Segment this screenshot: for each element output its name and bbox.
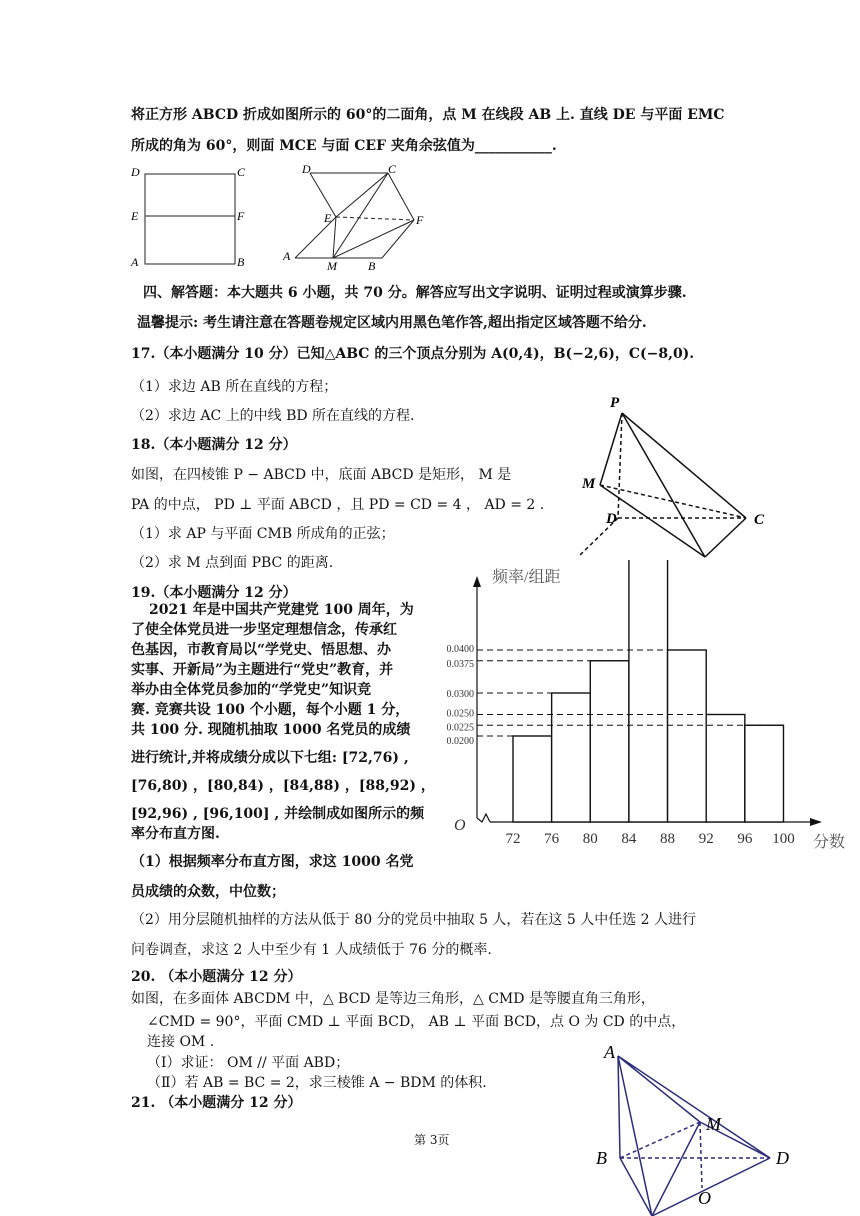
x-tick-label: 84 (621, 831, 637, 847)
label-b: B (368, 259, 376, 272)
label-c: C (388, 162, 397, 176)
x-tick-label: 96 (737, 831, 753, 847)
q19-line: 赛. 竞赛共设 100 个小题，每个小题 1 分， (131, 702, 410, 718)
histogram-bar (629, 560, 668, 822)
q19-line: 进行统计,并将成绩分成以下七组: [72,76) , (131, 750, 409, 766)
x-tick-label: 80 (582, 831, 598, 847)
q17-part2: （2）求边 AC 上的中线 BD 所在直线的方程. (131, 408, 415, 424)
q18-line2: PA 的中点， PD ⊥ 平面 ABCD ，且 PD = CD = 4 ， AD = 2 . (131, 497, 545, 513)
page-number: 第 3页 (414, 1133, 450, 1147)
histogram-bar (552, 693, 591, 822)
q19-line: 举办由全体党员参加的“学党史”知识竞 (131, 682, 372, 698)
section-four-tip: 温馨提示: 考生请注意在答题卷规定区域内用黑色笔作答,超出指定区域答题不给分. (137, 315, 647, 331)
x-axis-arrow (810, 818, 822, 826)
frequency-histogram (430, 560, 855, 860)
q18-head: 18.（本小题满分 12 分） (131, 437, 297, 453)
label-a: A (131, 255, 139, 269)
histogram-bar (706, 715, 745, 823)
q18-pyramid-figure (570, 385, 780, 560)
x-axis-label: 分数 (813, 834, 846, 851)
q20-head: 20. （本小题满分 12 分） (131, 969, 302, 985)
section-four-title: 四、解答题：本大题共 6 小题，共 70 分。解答应写出文字说明、证明过程或演算步骤. (143, 285, 687, 301)
histogram-bar (513, 736, 552, 822)
label-e: E (324, 211, 332, 225)
label-d: D (131, 165, 140, 179)
y-axis-arrow (473, 576, 481, 587)
y-tick-label: 0.0375 (446, 658, 474, 670)
q19-line: [76,80) ，[80,84) ，[84,88) ，[88,92) ， (131, 778, 435, 794)
label-d: D (606, 511, 617, 527)
y-tick-label: 0.0250 (446, 708, 474, 720)
q21-head: 21. （本小题满分 12 分） (131, 1095, 302, 1111)
q19-line: 共 100 分. 现随机抽取 1000 名党员的成绩 (131, 722, 411, 738)
x-tick-label: 76 (544, 831, 560, 847)
x-tick-label: 72 (505, 831, 521, 847)
q19-line: [92,96) , [96,100] , 并绘制成如图所示的频 (131, 806, 425, 822)
label-m: M (327, 259, 337, 272)
label-b: B (596, 1148, 607, 1168)
q20-line1: 如图，在多面体 ABCDM 中，△ BCD 是等边三角形，△ CMD 是等腰直角三角形， (131, 991, 655, 1007)
q19-line: 色基因，市教育局以“学党史、悟思想、办 (131, 642, 392, 658)
q20-line2: ∠CMD = 90°，平面 CMD ⊥ 平面 BCD， AB ⊥ 平面 BCD，点 O 为 CD 的中点， (147, 1014, 686, 1030)
q18-part2: （2）求 M 点到面 PBC 的距离. (131, 555, 334, 571)
q17-head: 17.（本小题满分 10 分）已知△ABC 的三个顶点分别为 A(0,4)，B(−2,6)，C(−8,0). (131, 346, 695, 362)
axis-break-icon (477, 814, 490, 822)
q19-text (131, 600, 435, 844)
q20-part2: （Ⅱ）若 AB = BC = 2，求三棱锥 A − BDM 的体积. (147, 1075, 487, 1091)
y-tick-label: 0.0300 (446, 689, 474, 700)
q19-part1b: 员成绩的众数，中位数； (131, 884, 285, 900)
q19-part1a: （1）根据频率分布直方图，求这 1000 名党 (131, 854, 414, 870)
q19-line: 实事、开新局”为主题进行“党史”教育，并 (131, 662, 394, 678)
label-e: E (131, 209, 139, 223)
y-tick-label: 0.0225 (446, 722, 474, 734)
q19-line: 2021 年是中国共产党建党 100 周年，为 (149, 602, 414, 618)
histogram-bar (668, 650, 707, 822)
histogram-bar (745, 725, 784, 822)
q19-part2a: （2）用分层随机抽样的方法从低于 80 分的党员中抽取 5 人，若在这 5 人中任选 2 人进行 (131, 912, 697, 928)
q18-line1: 如图，在四棱锥 P − ABCD 中，底面 ABCD 是矩形， M 是 (131, 467, 512, 483)
label-o: O (698, 1188, 711, 1208)
label-c: C (754, 512, 765, 528)
q20-polyhedron-figure (590, 1040, 805, 1216)
q19-line: 了使全体党员进一步坚定理想信念，传承红 (131, 622, 397, 638)
q18-part1: （1）求 AP 与平面 CMB 所成角的正弦； (131, 526, 395, 542)
label-f: F (237, 209, 245, 223)
q19-line: 率分布直方图. (131, 826, 220, 842)
q20-line3: 连接 OM . (147, 1034, 215, 1050)
label-m: M (582, 476, 596, 492)
label-m: M (706, 1114, 721, 1134)
q17-part1: （1）求边 AB 所在直线的方程； (131, 379, 338, 395)
label-p: P (610, 395, 620, 411)
q20-part1: （Ⅰ）求证： OM // 平面 ABD； (147, 1055, 350, 1071)
histogram-bar (590, 661, 629, 822)
x-tick-label: 92 (698, 831, 714, 847)
origin-label: O (454, 817, 466, 834)
q16-folded-figure (278, 160, 438, 272)
x-tick-label: 88 (660, 831, 676, 847)
q19-part2b: 问卷调查，求这 2 人中至少有 1 人成绩低于 76 分的概率. (131, 942, 492, 958)
q16-line2: 所成的角为 60°，则面 MCE 与面 CEF 夹角余弦值为___________. (131, 138, 557, 154)
label-c: C (237, 165, 246, 179)
label-d: D (776, 1148, 789, 1168)
q16-line1: 将正方形 ABCD 折成如图所示的 60°的二面角，点 M 在线段 AB 上. 直线 DE 与平面 EMC (131, 107, 725, 123)
y-axis-label: 频率/组距 (492, 569, 561, 586)
q16-square-figure (125, 160, 255, 270)
x-tick-label: 100 (772, 831, 795, 847)
y-tick-label: 0.0400 (446, 644, 474, 655)
label-d: D (302, 162, 311, 176)
label-b: B (237, 255, 245, 269)
label-f: F (416, 213, 424, 227)
label-a: A (283, 249, 291, 263)
q19-head: 19.（本小题满分 12 分） (131, 585, 297, 601)
y-tick-label: 0.0200 (446, 736, 474, 747)
label-a: A (604, 1042, 615, 1062)
